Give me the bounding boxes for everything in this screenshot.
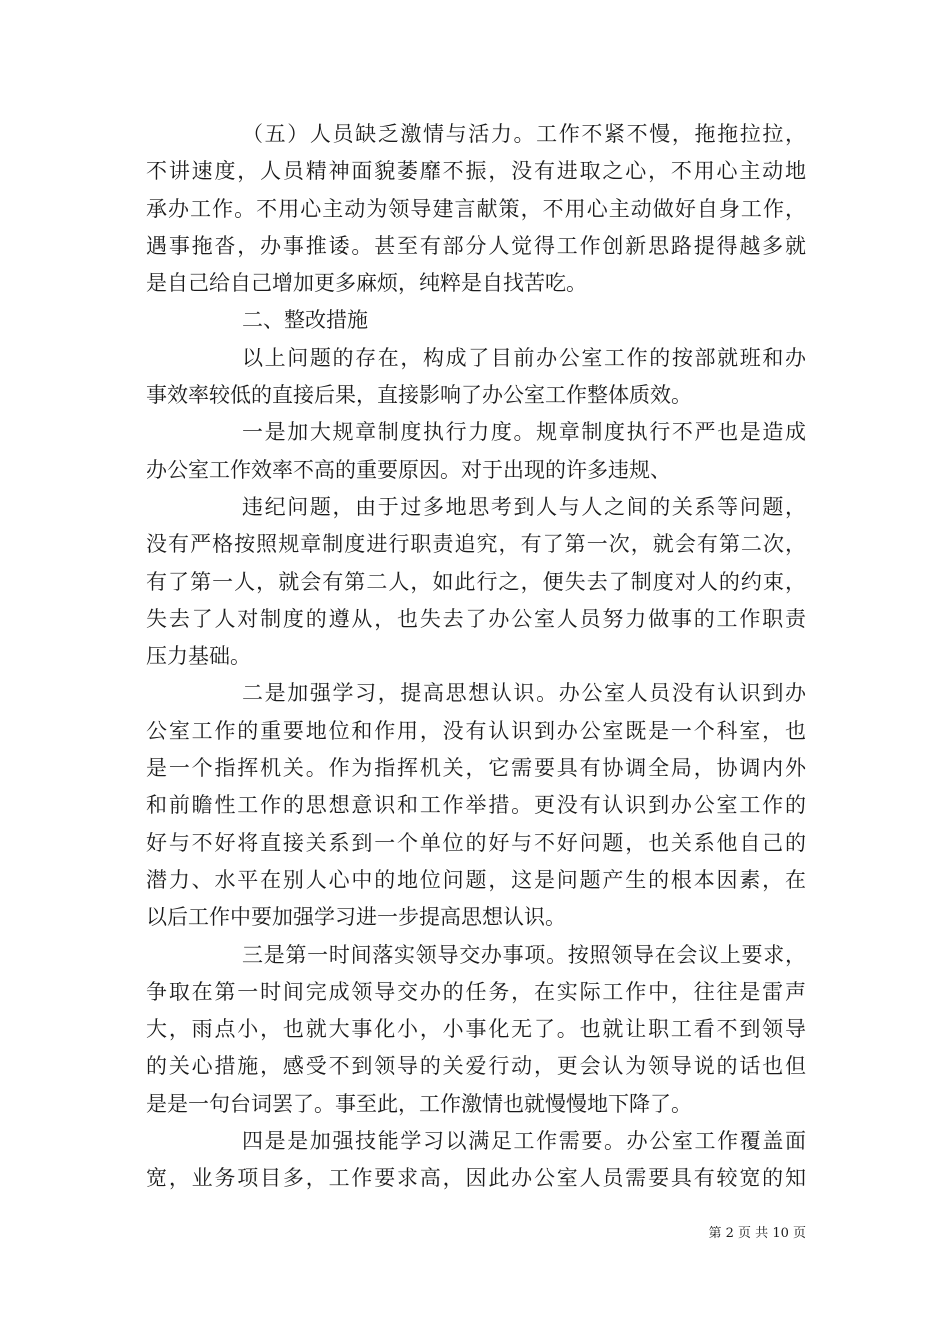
text-line: 三是第一时间落实领导交办事项。按照领导在会议上要求， bbox=[242, 942, 806, 967]
text-line: 宽，业务项目多，工作要求高，因此办公室人员需要具有较宽的知 bbox=[146, 1166, 806, 1191]
text-line: 承办工作。不用心主动为领导建言献策，不用心主动做好自身工作， bbox=[146, 196, 806, 221]
text-line: 不讲速度，人员精神面貌萎靡不振，没有进取之心，不用心主动地 bbox=[146, 159, 806, 184]
text-line: 好与不好将直接关系到一个单位的好与不好问题，也关系他自己的 bbox=[146, 830, 806, 855]
text-line: 压力基础。 bbox=[146, 644, 251, 669]
text-line: 失去了人对制度的遵从，也失去了办公室人员努力做事的工作职责 bbox=[146, 606, 806, 631]
text-line: 以后工作中要加强学习进一步提高思想认识。 bbox=[146, 905, 566, 930]
text-line: 二、整改措施 bbox=[242, 308, 368, 333]
text-line: 四是是加强技能学习以满足工作需要。办公室工作覆盖面 bbox=[242, 1129, 806, 1154]
text-line: 争取在第一时间完成领导交办的任务，在实际工作中，往往是雷声 bbox=[146, 979, 806, 1004]
text-line: 二是加强学习，提高思想认识。办公室人员没有认识到办 bbox=[242, 681, 806, 706]
text-line: （五）人员缺乏激情与活力。工作不紧不慢，拖拖拉拉， bbox=[242, 122, 806, 146]
text-line: 没有严格按照规章制度进行职责追究，有了第一次，就会有第二次， bbox=[146, 532, 806, 557]
text-line: 有了第一人，就会有第二人，如此行之，便失去了制度对人的约束， bbox=[146, 569, 806, 594]
body-text bbox=[146, 116, 806, 1198]
page-number-footer: 第 2 页 共 10 页 bbox=[708, 1226, 806, 1241]
text-line: 事效率较低的直接后果，直接影响了办公室工作整体质效。 bbox=[146, 383, 692, 408]
text-line: 遇事拖沓，办事推诿。甚至有部分人觉得工作创新思路提得越多就 bbox=[146, 233, 806, 258]
text-line: 和前瞻性工作的思想意识和工作举措。更没有认识到办公室工作的 bbox=[146, 793, 806, 818]
text-line: 的关心措施，感受不到领导的关爱行动，更会认为领导说的话也但 bbox=[146, 1054, 806, 1079]
text-line: 潜力、水平在别人心中的地位问题，这是问题产生的根本因素，在 bbox=[146, 867, 806, 892]
text-line: 以上问题的存在，构成了目前办公室工作的按部就班和办 bbox=[242, 345, 806, 370]
text-line: 大，雨点小，也就大事化小，小事化无了。也就让职工看不到领导 bbox=[146, 1017, 806, 1042]
text-line: 公室工作的重要地位和作用，没有认识到办公室既是一个科室，也 bbox=[146, 718, 806, 743]
text-line: 违纪问题，由于过多地思考到人与人之间的关系等问题， bbox=[242, 494, 806, 519]
text-line: 是是一句台词罢了。事至此，工作激情也就慢慢地下降了。 bbox=[146, 1091, 692, 1116]
text-line: 是一个指挥机关。作为指挥机关，它需要具有协调全局，协调内外 bbox=[146, 756, 806, 781]
text-line: 一是加大规章制度执行力度。规章制度执行不严也是造成 bbox=[242, 420, 806, 445]
text-line: 办公室工作效率不高的重要原因。对于出现的许多违规、 bbox=[146, 457, 671, 482]
text-line: 是自己给自己增加更多麻烦，纯粹是自找苦吃。 bbox=[146, 271, 587, 296]
